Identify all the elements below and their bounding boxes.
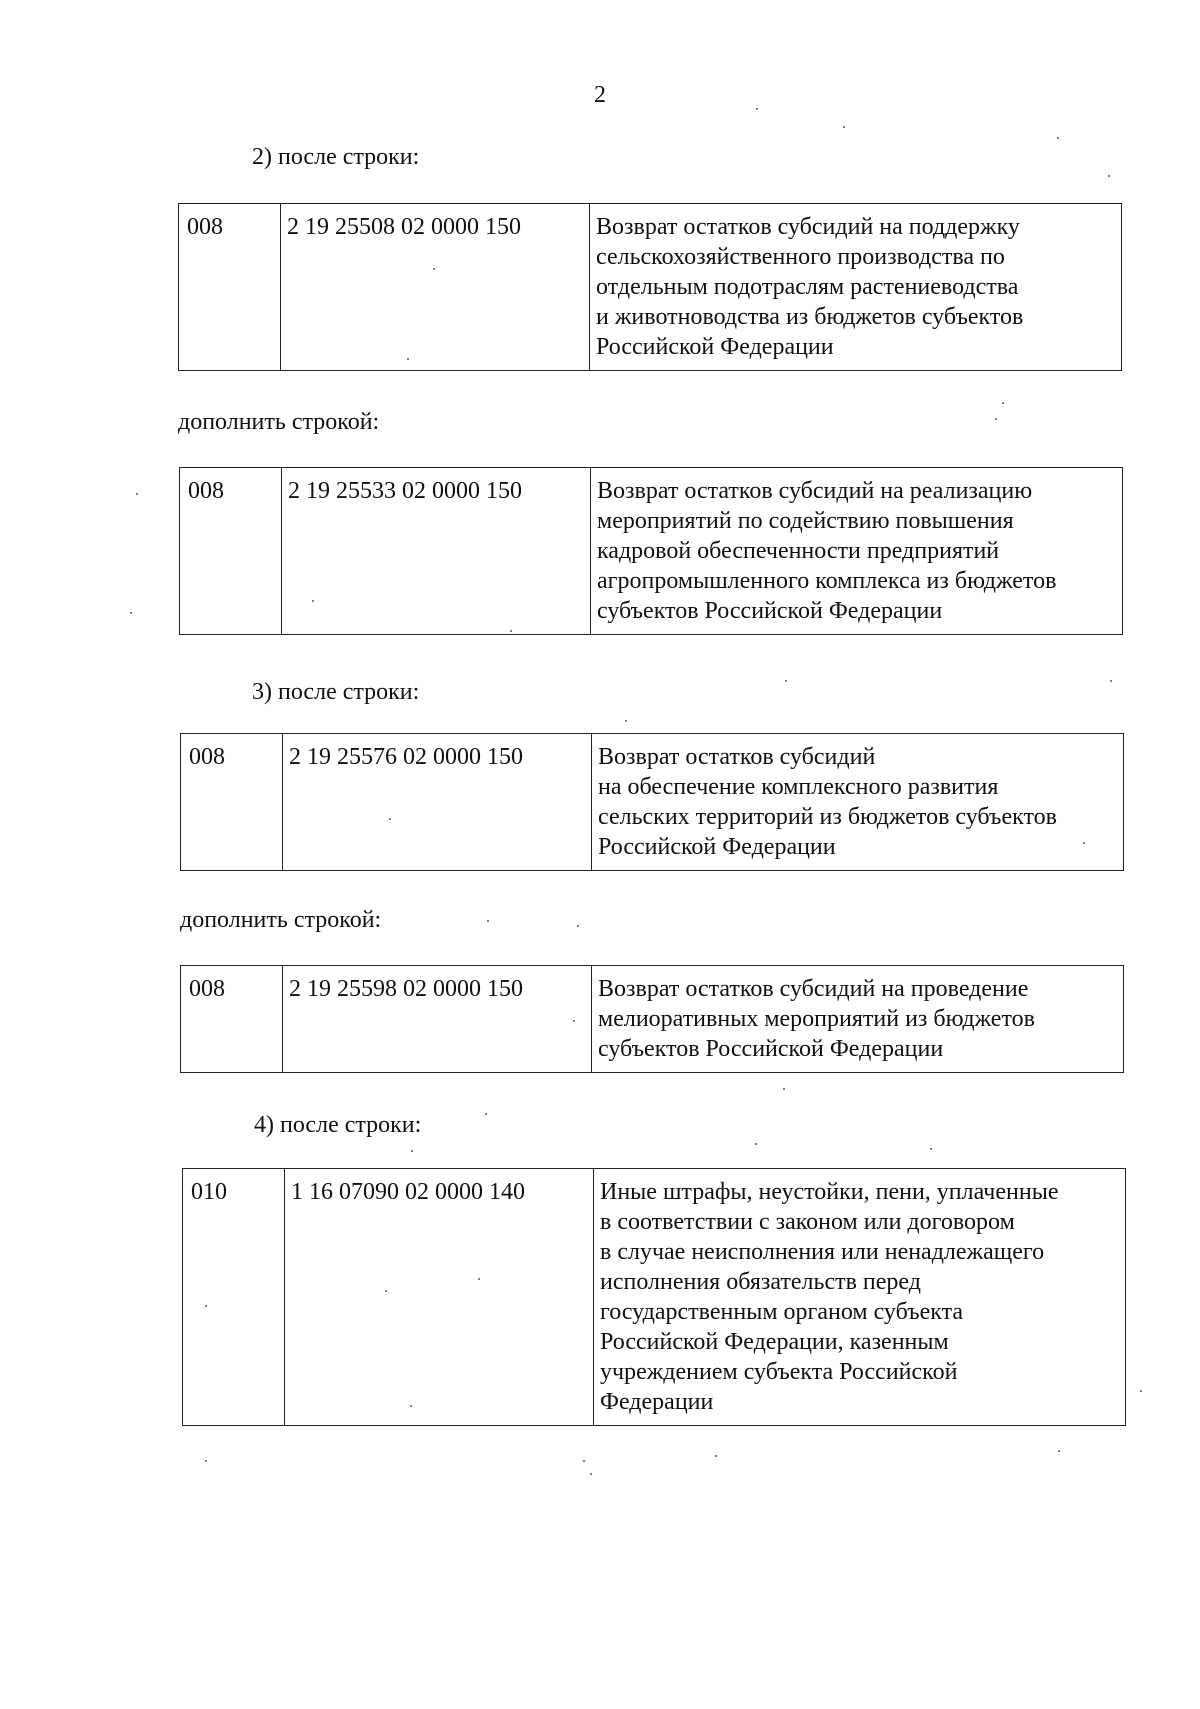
table-row — [180, 468, 1123, 635]
description-line: Российской Федерации, казенным — [600, 1329, 949, 1355]
description-line: мелиоративных мероприятий из бюджетов — [598, 1006, 1035, 1032]
scan-speck — [433, 268, 435, 270]
description-cell — [594, 1169, 1126, 1426]
description-line: Возврат остатков субсидий — [598, 744, 876, 770]
scan-speck — [573, 1020, 575, 1022]
description-cell — [592, 734, 1124, 871]
admin-code-cell: 008 — [180, 468, 282, 635]
description-cell — [591, 468, 1123, 635]
budget-code-cell: 2 19 25598 02 0000 150 — [283, 966, 592, 1073]
description-line: и животноводства из бюджетов субъектов — [596, 304, 1024, 330]
scan-speck — [785, 680, 787, 682]
section-intro: 2) после строки: — [252, 144, 420, 170]
description-line: на обеспечение комплексного развития — [598, 774, 999, 800]
scan-speck — [625, 720, 627, 722]
table-row — [181, 734, 1124, 871]
scan-speck — [510, 630, 512, 632]
scan-speck — [755, 1143, 757, 1145]
admin-code-cell: 008 — [181, 966, 283, 1073]
scan-speck — [577, 925, 579, 927]
scan-speck — [205, 1305, 207, 1307]
description-line: сельских территорий из бюджетов субъектов — [598, 804, 1057, 830]
scan-speck — [1057, 137, 1059, 139]
description-line: Возврат остатков субсидий на проведение — [598, 976, 1029, 1002]
admin-code-cell: 010 — [183, 1169, 285, 1426]
description-line: мероприятий по содействию повышения — [597, 508, 1014, 534]
admin-code-cell: 008 — [181, 734, 283, 871]
scan-speck — [783, 1088, 785, 1090]
scan-speck — [1083, 842, 1085, 844]
description-line: Российской Федерации — [596, 334, 834, 360]
scan-speck — [1110, 680, 1112, 682]
scan-speck — [590, 1473, 592, 1475]
scan-speck — [389, 818, 391, 820]
scan-speck — [583, 1460, 585, 1462]
table-row — [181, 966, 1124, 1073]
entry-table — [179, 467, 1123, 635]
budget-code-cell: 1 16 07090 02 0000 140 — [285, 1169, 594, 1426]
scan-speck — [995, 418, 997, 420]
description-line: кадровой обеспеченности предприятий — [597, 538, 1000, 564]
description-cell — [590, 204, 1122, 371]
description-line: исполнения обязательств перед — [600, 1269, 921, 1295]
description-line: агропромышленного комплекса из бюджетов — [597, 568, 1057, 594]
scan-speck — [411, 1150, 413, 1152]
scan-speck — [485, 1113, 487, 1115]
description-line: в соответствии с законом или договором — [600, 1209, 1015, 1235]
description-line: учреждением субъекта Российской — [600, 1359, 958, 1385]
section-intro: дополнить строкой: — [178, 409, 380, 435]
budget-code-cell: 2 19 25508 02 0000 150 — [281, 204, 590, 371]
description-line: отдельным подотраслям растениеводства — [596, 274, 1019, 300]
scan-speck — [930, 1148, 932, 1150]
description-line: Федерации — [600, 1389, 714, 1415]
scan-speck — [1140, 1390, 1142, 1392]
scan-speck — [312, 600, 314, 602]
description-line: Возврат остатков субсидий на реализацию — [597, 478, 1033, 504]
scan-speck — [1058, 1450, 1060, 1452]
entry-table — [180, 733, 1124, 871]
scan-speck — [843, 126, 845, 128]
scan-speck — [385, 1290, 387, 1292]
description-line: государственным органом субъекта — [600, 1299, 964, 1325]
description-line: Российской Федерации — [598, 834, 836, 860]
entry-table — [178, 203, 1122, 371]
scan-speck — [1002, 402, 1004, 404]
scan-speck — [478, 1278, 480, 1280]
entry-table — [180, 965, 1124, 1073]
section-intro: дополнить строкой: — [180, 907, 382, 933]
scan-speck — [487, 920, 489, 922]
scan-speck — [756, 108, 758, 110]
scan-speck — [407, 358, 409, 360]
section-intro: 3) после строки: — [252, 679, 420, 705]
admin-code-cell: 008 — [179, 204, 281, 371]
description-line: субъектов Российской Федерации — [597, 598, 943, 624]
description-line: Иные штрафы, неустойки, пени, уплаченные — [600, 1179, 1059, 1205]
table-row — [183, 1169, 1126, 1426]
scan-speck — [715, 1455, 717, 1457]
entry-table — [182, 1168, 1126, 1426]
description-line: Возврат остатков субсидий на поддержку — [596, 214, 1020, 240]
description-line: сельскохозяйственного производства по — [596, 244, 1005, 270]
budget-code-cell: 2 19 25576 02 0000 150 — [283, 734, 592, 871]
scan-speck — [136, 493, 138, 495]
table-row — [179, 204, 1122, 371]
description-line: субъектов Российской Федерации — [598, 1036, 944, 1062]
scan-speck — [205, 1460, 207, 1462]
description-line: в случае неисполнения или ненадлежащего — [600, 1239, 1045, 1265]
section-intro: 4) после строки: — [254, 1112, 422, 1138]
page-number: 2 — [594, 82, 606, 108]
description-cell — [592, 966, 1124, 1073]
budget-code-cell: 2 19 25533 02 0000 150 — [282, 468, 591, 635]
scan-speck — [130, 612, 132, 614]
scan-speck — [410, 1405, 412, 1407]
scan-speck — [1108, 175, 1110, 177]
